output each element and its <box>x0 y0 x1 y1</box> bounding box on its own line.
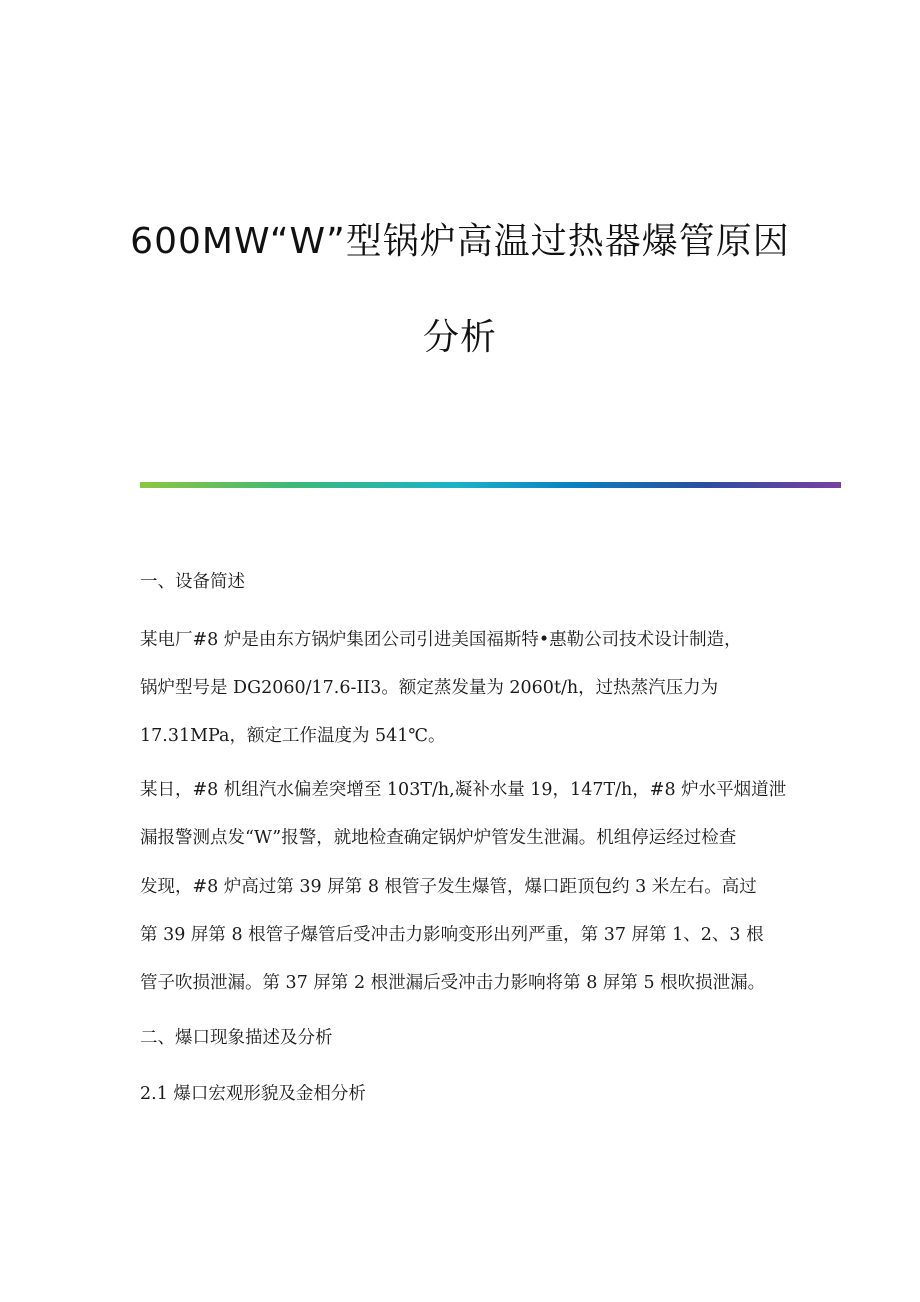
paragraph-2-line-4: 第 39 屏第 8 根管子爆管后受冲击力影响变形出列严重，第 37 屏第 1、2、3 根 <box>140 925 764 945</box>
paragraph-1-line-2: 锅炉型号是 DG2060/17.6-II3。额定蒸发量为 2060t/h，过热蒸汽压力为 <box>140 678 719 698</box>
document-title-line-2: 分析 <box>422 317 497 358</box>
paragraph-2-line-2: 漏报警测点发“W”报警，就地检查确定锅炉炉管发生泄漏。机组停运经过检查 <box>140 828 737 848</box>
paragraph-2-line-5: 管子吹损泄漏。第 37 屏第 2 根泄漏后受冲击力影响将第 8 屏第 5 根吹损泄漏。 <box>140 973 766 993</box>
paragraph-1-line-1: 某电厂#8 炉是由东方锅炉集团公司引进美国福斯特•惠勒公司技术设计制造， <box>140 630 742 650</box>
paragraph-2-line-1: 某日，#8 机组汽水偏差突增至 103T/h,凝补水量 19，147T/h，#8 炉水平烟道泄 <box>140 780 787 800</box>
document-title-line-1: 600MW“W”型锅炉高温过热器爆管原因 <box>130 221 790 262</box>
title-divider <box>140 482 841 488</box>
section-2-1-heading: 2.1 爆口宏观形貌及金相分析 <box>140 1084 366 1104</box>
section-1-heading: 一、设备简述 <box>140 572 245 592</box>
paragraph-2-line-3: 发现，#8 炉高过第 39 屏第 8 根管子发生爆管，爆口距顶包约 3 米左右。高过 <box>140 877 757 897</box>
paragraph-1-line-3: 17.31MPa，额定工作温度为 541℃。 <box>140 726 446 746</box>
section-2-heading: 二、爆口现象描述及分析 <box>140 1028 333 1048</box>
